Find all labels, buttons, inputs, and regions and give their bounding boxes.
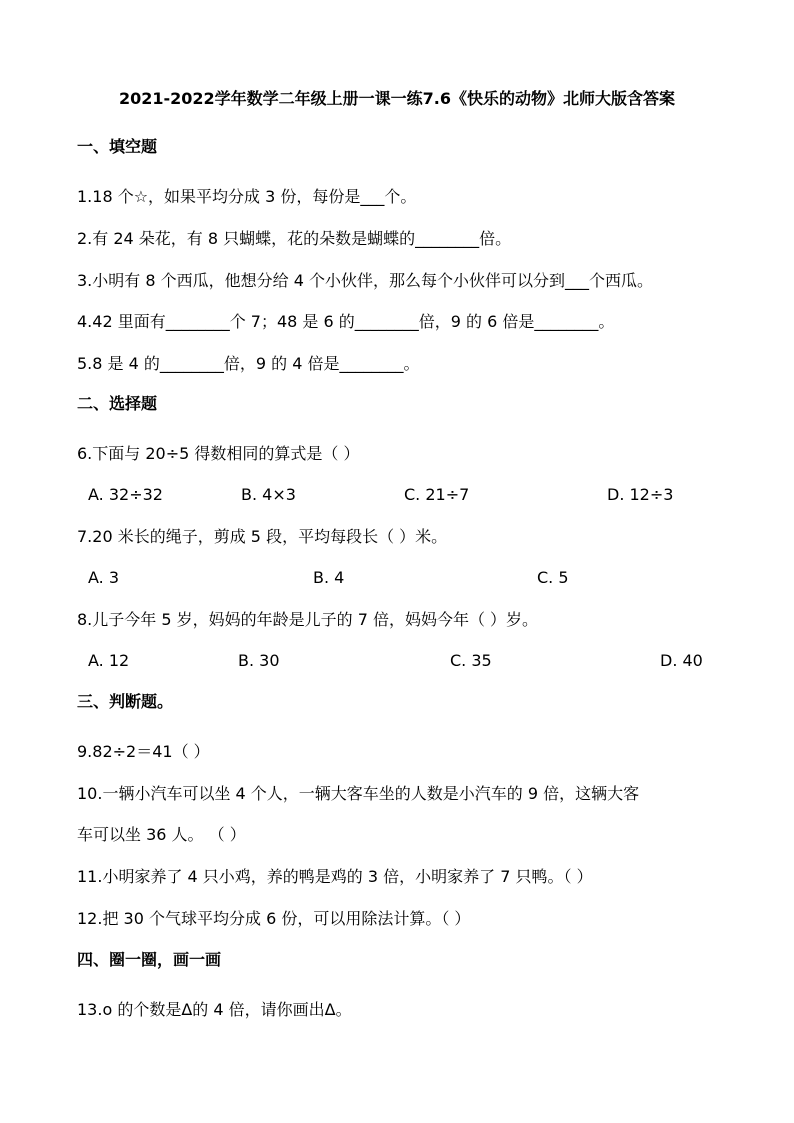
question-6-option-c: C. 21÷7 bbox=[404, 485, 470, 504]
question-8-option-c: C. 35 bbox=[450, 651, 492, 670]
question-7-option-b: B. 4 bbox=[313, 568, 345, 587]
question-6-option-d: D. 12÷3 bbox=[607, 485, 674, 504]
question-6-option-a: A. 32÷32 bbox=[88, 485, 163, 504]
question-10-line-1: 10.一辆小汽车可以坐 4 个人，一辆大客车坐的人数是小汽车的 9 倍，这辆大客 bbox=[77, 784, 640, 803]
question-7: 7.20 米长的绳子，剪成 5 段，平均每段长（ ）米。 bbox=[77, 527, 448, 546]
worksheet-title: 2021-2022学年数学二年级上册一课一练7.6《快乐的动物》北师大版含答案 bbox=[118, 89, 676, 108]
question-7-option-c: C. 5 bbox=[537, 568, 569, 587]
question-2: 2.有 24 朵花，有 8 只蝴蝶，花的朵数是蝴蝶的________倍。 bbox=[77, 229, 512, 248]
section-heading-judge: 三、判断题。 bbox=[77, 692, 174, 711]
question-8-option-d: D. 40 bbox=[660, 651, 703, 670]
question-4: 4.42 里面有________个 7；48 是 6 的________倍，9 的 6 倍是________。 bbox=[77, 312, 615, 331]
question-6: 6.下面与 20÷5 得数相同的算式是（ ） bbox=[77, 444, 360, 463]
question-9: 9.82÷2＝41（ ） bbox=[77, 742, 210, 761]
question-13: 13.o 的个数是Δ的 4 倍，请你画出Δ。 bbox=[77, 1000, 352, 1019]
section-heading-fill-in: 一、填空题 bbox=[77, 137, 158, 156]
question-8-option-b: B. 30 bbox=[238, 651, 280, 670]
question-8-option-a: A. 12 bbox=[88, 651, 130, 670]
question-10-line-2: 车可以坐 36 人。 （ ） bbox=[77, 825, 246, 844]
question-5: 5.8 是 4 的________倍，9 的 4 倍是________。 bbox=[77, 354, 420, 373]
question-1: 1.18 个☆，如果平均分成 3 份，每份是___个。 bbox=[77, 187, 417, 206]
question-6-option-b: B. 4×3 bbox=[241, 485, 296, 504]
question-12: 12.把 30 个气球平均分成 6 份，可以用除法计算。（ ） bbox=[77, 909, 471, 928]
question-11: 11.小明家养了 4 只小鸡，养的鸭是鸡的 3 倍，小明家养了 7 只鸭。（ ） bbox=[77, 867, 593, 886]
section-heading-choice: 二、选择题 bbox=[77, 394, 158, 413]
question-3: 3.小明有 8 个西瓜，他想分给 4 个小伙伴，那么每个小伙伴可以分到___个西瓜。 bbox=[77, 271, 653, 290]
question-7-option-a: A. 3 bbox=[88, 568, 120, 587]
section-heading-draw: 四、圈一圈，画一画 bbox=[77, 950, 222, 969]
question-8: 8.儿子今年 5 岁，妈妈的年龄是儿子的 7 倍，妈妈今年（ ）岁。 bbox=[77, 610, 539, 629]
